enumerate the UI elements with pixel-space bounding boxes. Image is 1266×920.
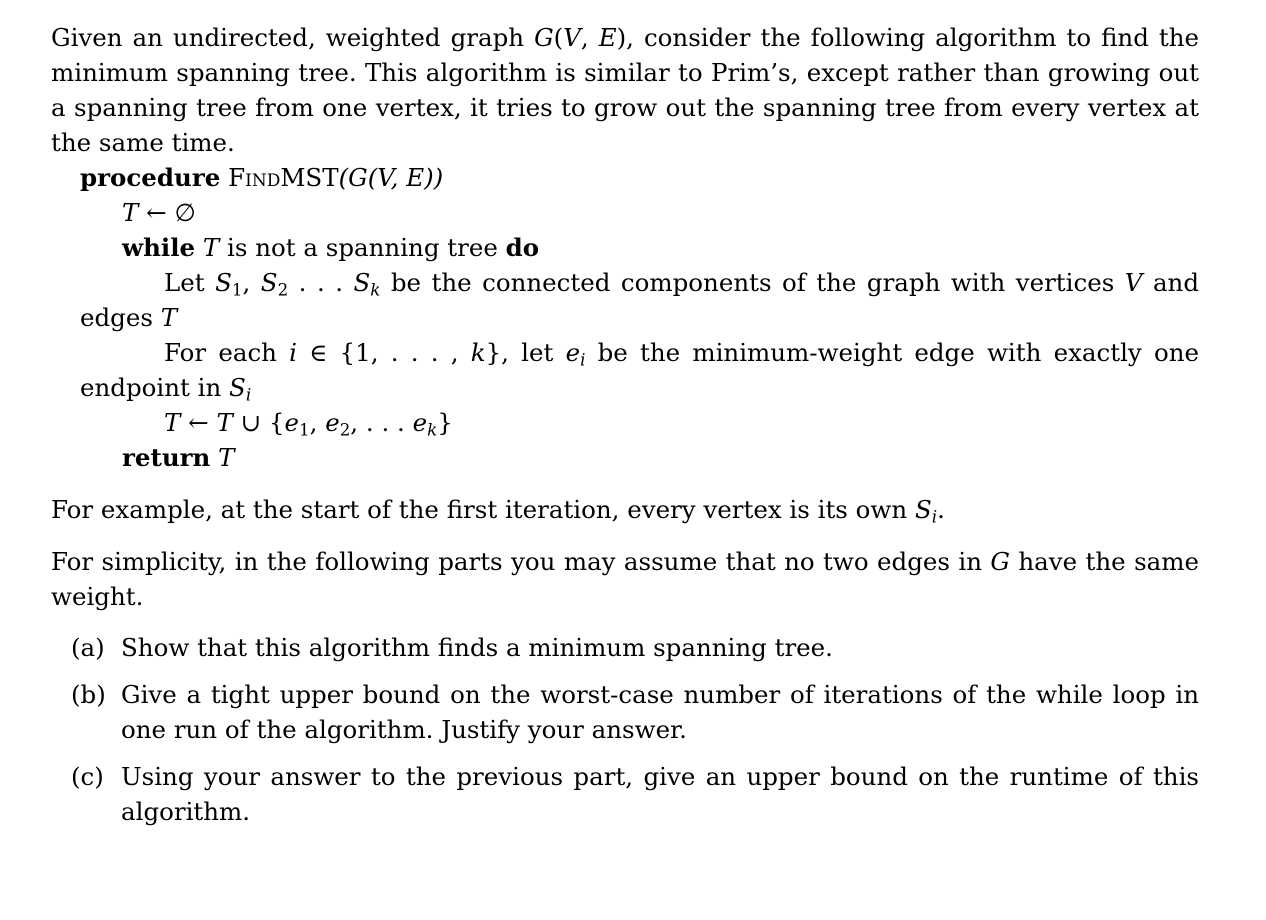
- example-paragraph: [51, 492, 1199, 527]
- let-T-symbol: T: [160, 303, 178, 332]
- do-keyword: do: [505, 233, 540, 262]
- let-components-line: [80, 265, 1199, 335]
- part-c-label: (c): [71, 762, 104, 791]
- assumption-G-symbol: G: [990, 547, 1010, 576]
- let-comma: ,: [242, 268, 261, 297]
- intro-text-rest: ), consider the following algorithm to find the minimum spanning tree. This algorithm is similar to Prim’s, except rather than growing out a spanning tree from one vertex, it tries to grow out the spanning tree from every vertex at the same time.: [51, 23, 1200, 157]
- question-parts: [51, 630, 1199, 829]
- algorithm-block: [80, 160, 1199, 475]
- intro-graph-symbol: G: [534, 23, 554, 52]
- update-comma1: ,: [309, 408, 326, 437]
- update-close: }: [437, 408, 453, 437]
- procedure-keyword: procedure: [80, 163, 221, 192]
- init-T-symbol: T: [122, 198, 139, 227]
- intro-text: Given an undirected, weighted graph: [51, 23, 535, 52]
- update-e1-subscript: 1: [299, 420, 310, 440]
- intro-comma: ,: [580, 23, 599, 52]
- procedure-args: (G(V, E)): [338, 163, 444, 192]
- update-T-symbol: T: [164, 408, 181, 437]
- example-S-subscript: i: [931, 507, 938, 527]
- return-line: [80, 440, 1199, 475]
- foreach-text: For each: [164, 338, 290, 367]
- part-b-label: (b): [71, 680, 106, 709]
- intro-vertex-symbol: V: [563, 23, 581, 52]
- assumption-text: For simplicity, in the following parts you may assume that no two edges in: [51, 547, 991, 576]
- while-line: [80, 230, 1199, 265]
- while-condition: is not a spanning tree: [219, 233, 506, 262]
- update-ek-symbol: e: [412, 408, 428, 437]
- part-b-text: Give a tight upper bound on the worst-case number of iterations of the while loop in one run of the algorithm. Justify your answer.: [121, 680, 1199, 744]
- update-e2-subscript: 2: [339, 420, 351, 440]
- foreach-line: [80, 335, 1199, 405]
- procedure-name: FindMST: [228, 163, 339, 192]
- part-c: [51, 759, 1199, 829]
- foreach-set: ∈ {1, . . . ,: [297, 338, 471, 367]
- example-period: .: [937, 495, 945, 524]
- init-assignment: ← ∅: [138, 198, 196, 227]
- example-S-symbol: S: [914, 495, 932, 524]
- update-line: [80, 405, 1199, 440]
- S2-symbol: S: [260, 268, 278, 297]
- intro-paren: (: [553, 23, 564, 52]
- update-ek-subscript: k: [427, 420, 438, 440]
- Sk-symbol: S: [353, 268, 371, 297]
- foreach-close: }, let: [485, 338, 566, 367]
- let-description: be the connected components of the graph with vertices: [380, 268, 1125, 297]
- example-text: For example, at the start of the first iteration, every vertex is its own: [51, 495, 915, 524]
- update-e1-symbol: e: [284, 408, 299, 437]
- intro-edge-symbol: E: [598, 23, 617, 52]
- problem-document: [51, 20, 1199, 841]
- return-keyword: return: [122, 443, 211, 472]
- foreach-e-symbol: e: [565, 338, 581, 367]
- update-e2-symbol: e: [325, 408, 340, 437]
- let-and-edges: and edges: [80, 268, 1200, 332]
- part-a-text: Show that this algorithm finds a minimum spanning tree.: [121, 633, 833, 662]
- procedure-line: [80, 160, 1199, 195]
- while-keyword: while: [122, 233, 196, 262]
- intro-paragraph: [51, 20, 1199, 160]
- S1-symbol: S: [215, 268, 232, 297]
- let-dots: . . .: [288, 268, 354, 297]
- update-dots: , . . .: [350, 408, 413, 437]
- let-text: Let: [164, 268, 216, 297]
- part-a: [51, 630, 1199, 665]
- assumption-paragraph: [51, 544, 1199, 614]
- init-line: [80, 195, 1199, 230]
- foreach-S-subscript: i: [245, 385, 252, 405]
- foreach-description: be the minimum-weight edge with exactly one endpoint in: [80, 338, 1199, 402]
- let-V-symbol: V: [1124, 268, 1143, 297]
- part-c-text: Using your answer to the previous part, give an upper bound on the runtime of this algorithm.: [121, 762, 1199, 826]
- update-arrow: ←: [180, 408, 217, 437]
- foreach-e-subscript: i: [580, 350, 586, 370]
- foreach-S-symbol: S: [229, 373, 246, 402]
- update-T2-symbol: T: [216, 408, 233, 437]
- foreach-i-symbol: i: [289, 338, 297, 367]
- foreach-k-symbol: k: [470, 338, 486, 367]
- Sk-subscript: k: [370, 280, 381, 300]
- S1-subscript: 1: [231, 280, 243, 300]
- update-union: ∪ {: [232, 408, 285, 437]
- part-b: [51, 677, 1199, 747]
- return-T-symbol: T: [218, 443, 235, 472]
- part-a-label: (a): [71, 633, 105, 662]
- S2-subscript: 2: [277, 280, 289, 300]
- assumption-text-rest: have the same weight.: [51, 547, 1199, 611]
- while-T-symbol: T: [202, 233, 220, 262]
